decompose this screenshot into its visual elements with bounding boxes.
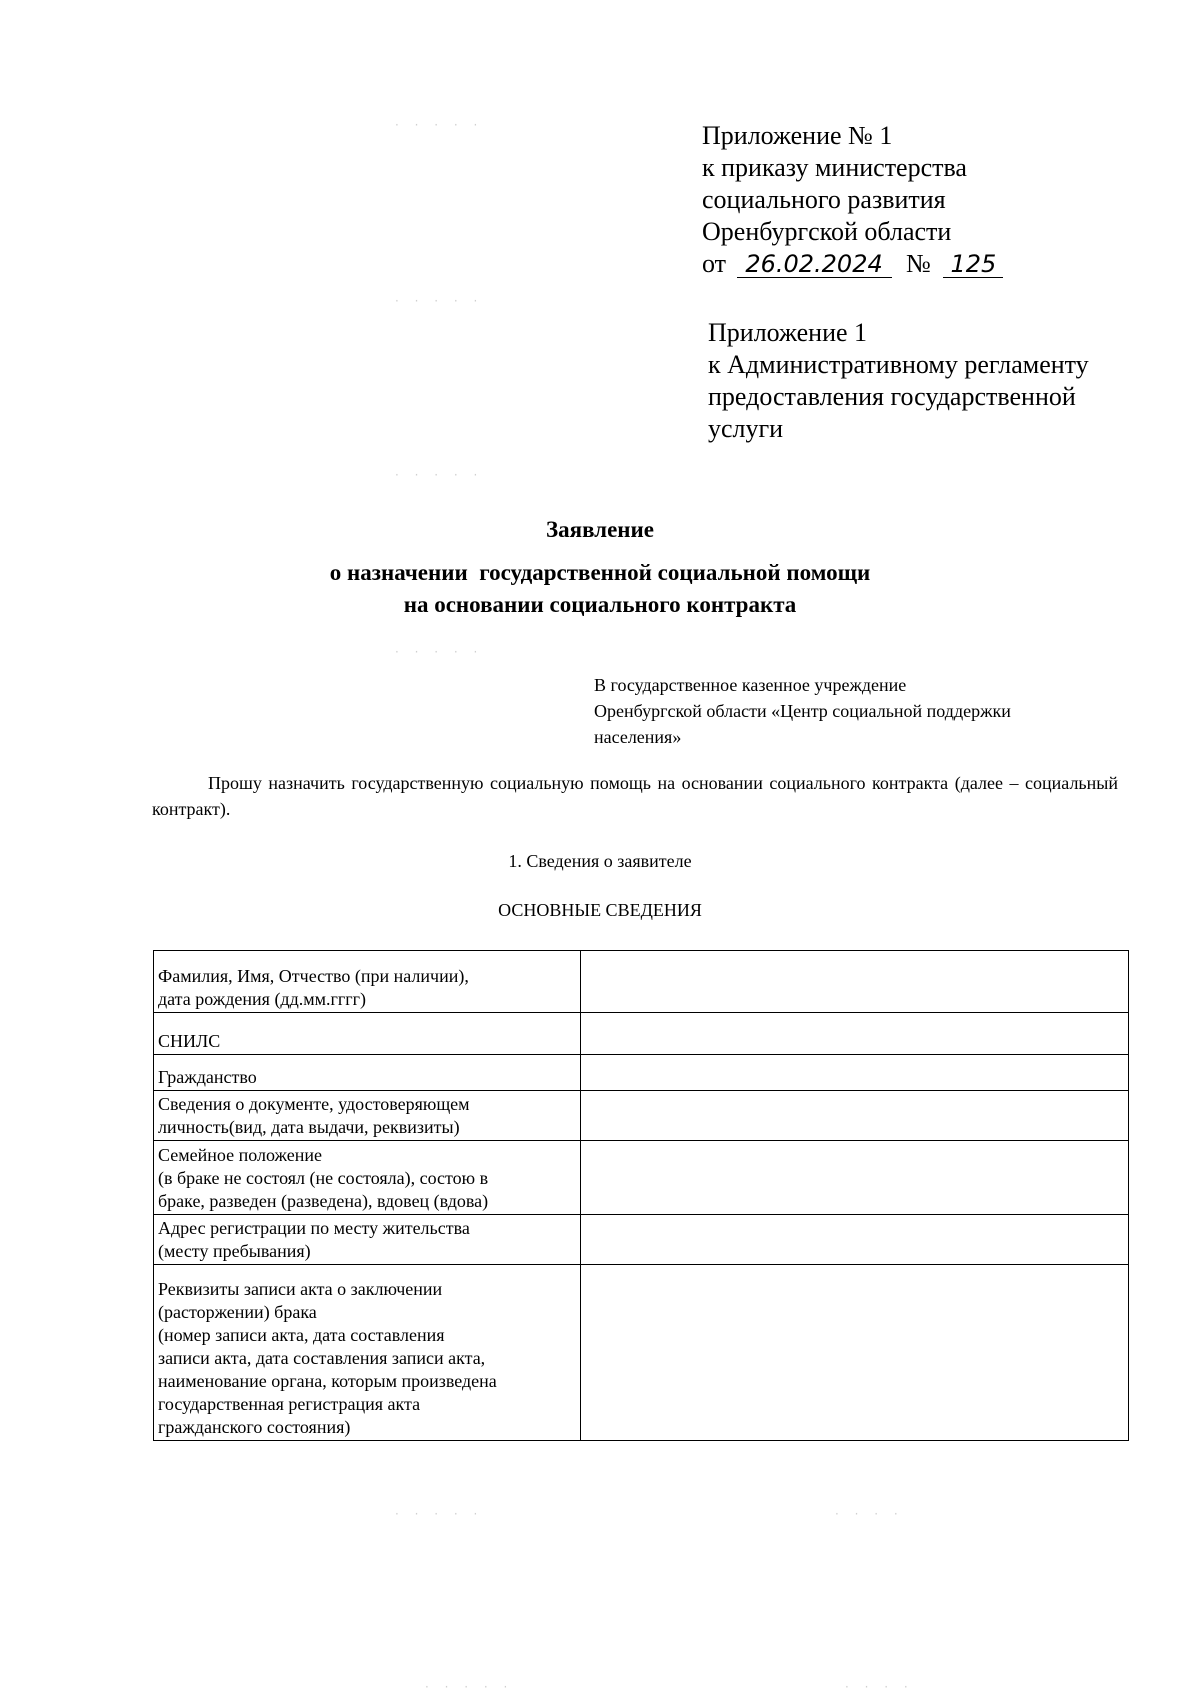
annex-regulation-title: Приложение 1 [708, 318, 868, 347]
field-label: Семейное положение (в браке не состоял (не состояла), состою в браке, разведен (разведена), вдовец (вдова) [154, 1141, 581, 1215]
table-row [154, 1013, 1129, 1055]
scan-artifact: · · · · · [395, 118, 484, 132]
scan-artifact: · · · · [835, 1507, 904, 1521]
subsection-title: ОСНОВНЫЕ СВЕДЕНИЯ [498, 900, 702, 920]
field-label: Сведения о документе, удостоверяющем личность(вид, дата выдачи, реквизиты) [154, 1091, 581, 1141]
annex-order-line3: социального развития [702, 185, 946, 214]
document-subtitle-line2: на основании социального контракта [403, 592, 797, 617]
annex-order-title: Приложение № 1 [702, 121, 893, 150]
field-value[interactable] [580, 951, 1128, 1013]
annex-order-block [702, 120, 1003, 280]
scan-artifact: · · · · [845, 1680, 914, 1694]
annex-regulation-line3: предоставления государственной [708, 382, 1076, 411]
field-label: Фамилия, Имя, Отчество (при наличии), дата рождения (дд.мм.гггг) [154, 951, 581, 1013]
annex-regulation-line2: к Административному регламенту [708, 350, 1089, 379]
table-row [154, 1055, 1129, 1091]
field-label: Адрес регистрации по месту жительства (месту пребывания) [154, 1215, 581, 1265]
document-title: Заявление [545, 517, 655, 542]
field-value[interactable] [580, 1215, 1128, 1265]
scan-artifact: · · · · · [425, 1680, 514, 1694]
section-title: 1. Сведения о заявителе [508, 851, 692, 871]
field-label: Гражданство [154, 1055, 581, 1091]
number-sign: № [906, 249, 931, 278]
field-value[interactable] [580, 1013, 1128, 1055]
scan-artifact: · · · · · [395, 645, 484, 659]
handwritten-date: 26.02.2024 [737, 251, 892, 278]
table-row [154, 1091, 1129, 1141]
scan-artifact: · · · · · [395, 468, 484, 482]
date-prefix: от [702, 249, 727, 278]
table-row [154, 1141, 1129, 1215]
annex-order-date-line [702, 248, 1003, 280]
annex-regulation-block [708, 317, 1089, 445]
table-row [154, 951, 1129, 1013]
addressee-block [594, 672, 1134, 750]
addressee-line2: Оренбургской области «Центр социальной поддержки [594, 701, 1011, 721]
field-label: Реквизиты записи акта о заключении (расторжении) брака (номер записи акта, дата составления записи акта, дата составления записи акта, наименование органа, которым произведена государственная регистрация акта гражданского состояния) [154, 1265, 581, 1441]
field-value[interactable] [580, 1055, 1128, 1091]
annex-order-line2: к приказу министерства [702, 153, 967, 182]
table-row [154, 1265, 1129, 1441]
request-paragraph: Прошу назначить государственную социальную помощь на основании социального контракта (далее – социальный контракт). [152, 773, 1118, 819]
addressee-line3: населения» [594, 727, 682, 747]
field-value[interactable] [580, 1141, 1128, 1215]
addressee-line1: В государственное казенное учреждение [594, 675, 907, 695]
handwritten-number: 125 [943, 251, 1003, 278]
field-value[interactable] [580, 1091, 1128, 1141]
annex-regulation-line4: услуги [708, 414, 784, 443]
annex-order-line4: Оренбургской области [702, 217, 952, 246]
scan-artifact: · · · · · [395, 1507, 484, 1521]
table-row [154, 1215, 1129, 1265]
field-value[interactable] [580, 1265, 1128, 1441]
scan-artifact: · · · · · [395, 294, 484, 308]
document-subtitle-line1: о назначении государственной социальной помощи [329, 560, 871, 585]
field-label: СНИЛС [154, 1013, 581, 1055]
applicant-info-table [153, 950, 1129, 1441]
